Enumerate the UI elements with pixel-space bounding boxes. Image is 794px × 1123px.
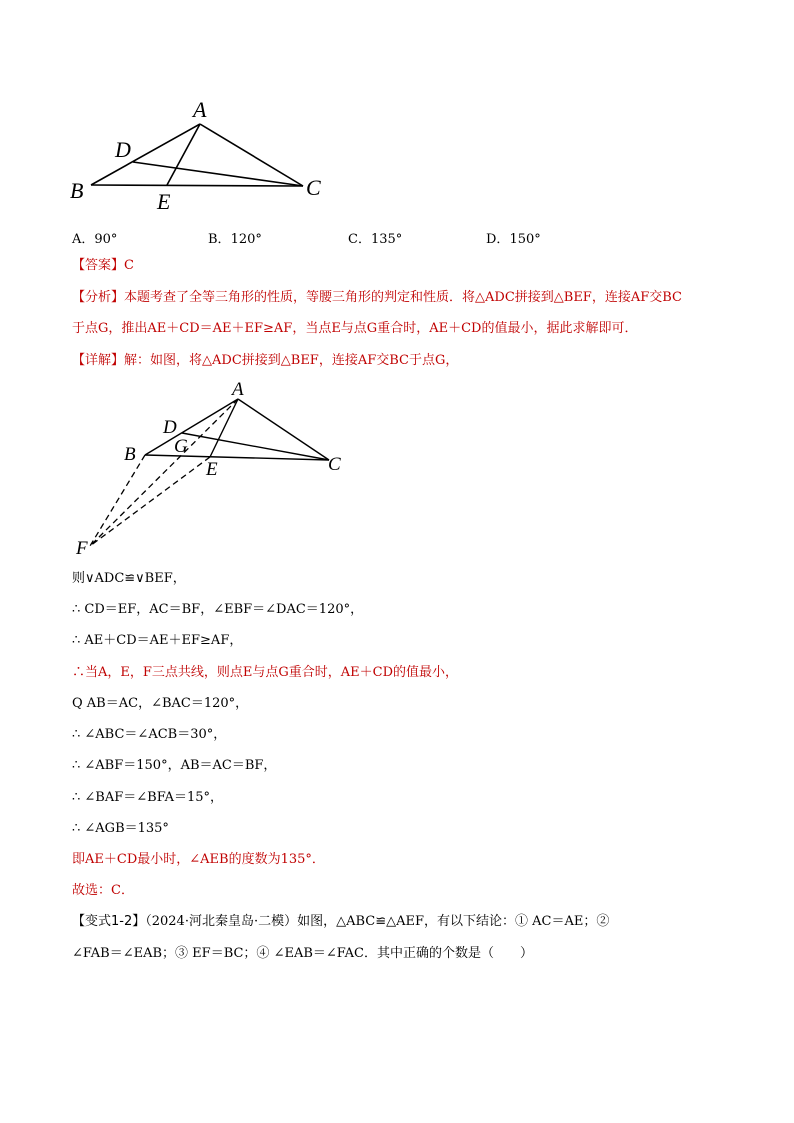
- detail-text: 解：如图，将△ADC拼接到△BEF，连接AF交BC于点G，: [124, 353, 459, 368]
- dashed-EF: [90, 457, 210, 546]
- figure-triangle-2: [70, 378, 360, 563]
- label-B: B: [70, 178, 84, 203]
- dashed-BF: [90, 455, 145, 546]
- answer-value: C: [124, 258, 134, 273]
- label-A: A: [232, 379, 244, 400]
- next-problem-text-1: （2024·河北秦皇岛·二模）如图，△ABC≌△AEF，有以下结论：① AC＝AE；②: [145, 914, 610, 929]
- detail-line: [72, 352, 458, 370]
- label-C: C: [306, 175, 321, 200]
- option-letter: D．: [486, 232, 510, 247]
- label-G: G: [174, 436, 188, 457]
- label-C: C: [328, 454, 341, 475]
- option-value: 90°: [94, 232, 118, 247]
- option-b: [208, 228, 262, 247]
- step-1: 则∨ADC≌∨BEF，: [72, 571, 186, 586]
- step-3: ∴ AE＋CD＝AE＋EF≥AF，: [72, 633, 243, 648]
- figure-triangle-1: [60, 95, 340, 220]
- option-value: 120°: [230, 232, 262, 247]
- next-problem-line-2: ∠FAB＝∠EAB；③ EF＝BC；④ ∠EAB＝∠FAC．其中正确的个数是（ ）: [72, 946, 534, 961]
- label-D: D: [163, 417, 177, 438]
- segment-AC: [200, 124, 303, 186]
- segment-BC: [145, 455, 329, 460]
- segment-BC: [91, 185, 303, 186]
- label-A: A: [193, 97, 207, 122]
- label-E: E: [206, 459, 218, 480]
- option-letter: C．: [348, 232, 371, 247]
- analysis-line-2: 于点G，推出AE＋CD＝AE＋EF≥AF，当点E与点G重合时，AE＋CD的值最小，据此求解即可．: [72, 321, 638, 336]
- conclusion-line: 故选：C．: [72, 883, 134, 898]
- step-8: ∴ ∠BAF＝∠BFA＝15°，: [72, 790, 224, 805]
- option-a: [72, 228, 117, 247]
- option-c: [348, 228, 402, 247]
- step-7: ∴ ∠ABF＝150°，AB＝AC＝BF，: [72, 758, 277, 773]
- step-2: ∴ CD＝EF，AC＝BF，∠EBF＝∠DAC＝120°，: [72, 602, 364, 617]
- step-5: Q AB＝AC，∠BAC＝120°，: [72, 696, 249, 711]
- segment-AC: [238, 399, 329, 460]
- label-F: F: [76, 538, 88, 559]
- analysis-tag: 【分析】: [72, 290, 125, 305]
- label-E: E: [157, 189, 171, 214]
- label-D: D: [115, 137, 131, 162]
- analysis-text-1: 本题考查了全等三角形的性质，等腰三角形的判定和性质．将△ADC拼接到△BEF，连接AF交BC: [124, 290, 682, 305]
- segment-DC: [133, 162, 303, 186]
- option-letter: B．: [208, 232, 231, 247]
- step-6: ∴ ∠ABC＝∠ACB＝30°，: [72, 727, 227, 742]
- option-value: 135°: [370, 232, 403, 247]
- answer-line: [72, 257, 134, 275]
- option-letter: A．: [72, 232, 95, 247]
- step-10: 即AE＋CD最小时，∠AEB的度数为135°．: [72, 852, 325, 867]
- step-4: ∴当A，E，F三点共线，则点E与点G重合时，AE＋CD的值最小，: [72, 665, 459, 680]
- detail-tag: 【详解】: [72, 353, 125, 368]
- step-9: ∴ ∠AGB＝135°: [72, 821, 169, 836]
- answer-tag: 【答案】: [72, 258, 125, 273]
- option-value: 150°: [509, 232, 541, 247]
- next-problem-line-1: [72, 913, 609, 931]
- option-d: [486, 228, 541, 247]
- label-B: B: [124, 444, 136, 465]
- variant-tag: 【变式1-2】: [72, 914, 146, 929]
- analysis-line-1: [72, 289, 682, 307]
